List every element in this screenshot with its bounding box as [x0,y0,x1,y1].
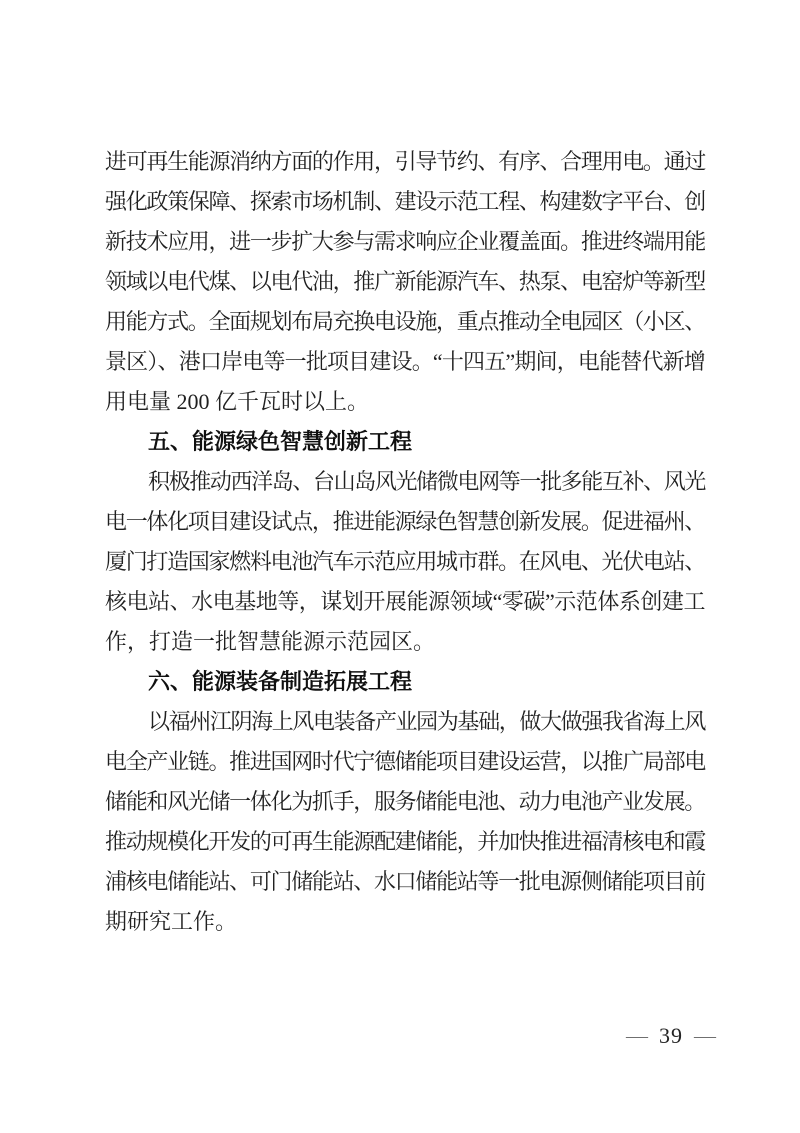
text-line [105,782,705,822]
text-line [105,622,705,662]
text-line [105,902,705,942]
footer-dash-left: — [626,1024,648,1047]
text-line [105,182,705,222]
text-line-content: 用能方式。全面规划布局充换电设施，重点推动全电园区（小区、 [105,309,705,334]
text-line-content: 以福州江阴海上风电装备产业园为基础，做大做强我省海上风 [148,709,705,734]
text-line [105,262,705,302]
text-line-content: 储能和风光储一体化为抓手，服务储能电池、动力电池产业发展。 [105,789,705,814]
text-line [105,582,705,622]
text-line-content: 五、能源绿色智慧创新工程 [148,429,413,454]
page-number: 39 [659,1023,683,1048]
section-heading [105,662,705,702]
text-line-content: 电一体化项目建设试点，推进能源绿色智慧创新发展。促进福州、 [105,509,705,534]
text-line [105,862,705,902]
text-block [105,142,705,942]
footer-dash-right: — [694,1024,716,1047]
text-line-content: 期研究工作。 [105,909,238,934]
text-line [105,742,705,782]
text-line-content: 厦门打造国家燃料电池汽车示范应用城市群。在风电、光伏电站、 [105,549,705,574]
text-line-content: 景区）、港口岸电等一批项目建设。“十四五”期间，电能替代新增 [105,349,705,374]
text-line [105,542,705,582]
section-heading [105,422,705,462]
page-footer [626,1016,716,1056]
text-line-content: 浦核电储能站、可门储能站、水口储能站等一批电源侧储能项目前 [105,869,705,894]
text-line [105,222,705,262]
text-line-content: 强化政策保障、探索市场机制、建设示范工程、构建数字平台、创 [105,189,705,214]
text-line [105,382,705,422]
text-line-content: 用电量 200 亿千瓦时以上。 [105,389,370,414]
text-line [105,702,705,742]
text-line-content: 积极推动西洋岛、台山岛风光储微电网等一批多能互补、风光 [148,469,705,494]
text-line-content: 领域以电代煤、以电代油，推广新能源汽车、热泵、电窑炉等新型 [105,269,705,294]
text-line [105,822,705,862]
text-line-content: 电全产业链。推进国网时代宁德储能项目建设运营，以推广局部电 [105,749,705,774]
text-line [105,342,705,382]
text-line-content: 作，打造一批智慧能源示范园区。 [105,629,436,654]
text-line [105,302,705,342]
text-line-content: 新技术应用，进一步扩大参与需求响应企业覆盖面。推进终端用能 [105,229,705,254]
text-line [105,142,705,182]
text-line-content: 推动规模化开发的可再生能源配建储能，并加快推进福清核电和霞 [105,829,705,854]
text-line [105,502,705,542]
text-line-content: 六、能源装备制造拓展工程 [148,669,413,694]
text-line-content: 核电站、水电基地等，谋划开展能源领域“零碳”示范体系创建工 [105,589,705,614]
text-line-content: 进可再生能源消纳方面的作用，引导节约、有序、合理用电。通过 [105,149,705,174]
text-line [105,462,705,502]
